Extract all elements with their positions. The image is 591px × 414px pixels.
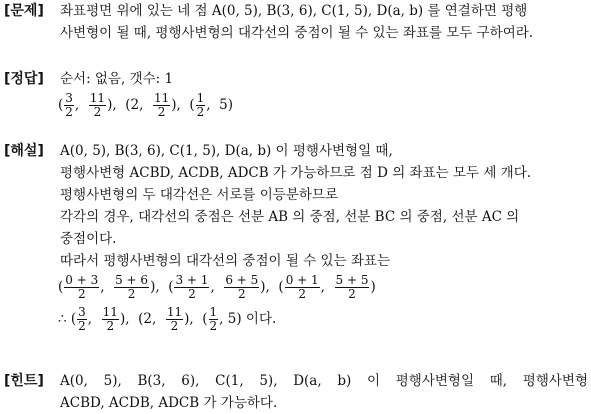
frac: $\frac{3}{2}$ (65, 91, 73, 119)
problem-tag: [문제] (4, 3, 44, 19)
hint-tag: [힌트] (4, 373, 44, 389)
frac: $\frac{5 + 6}{2}$ (115, 273, 149, 301)
answer-points: ( $\frac{3}{2}$ , $\frac{11}{2}$ ), (2, $\frac{11}{2}$ ), ( $\frac{1}{2}$ , 5) (58, 91, 234, 119)
frac: $\frac{5 + 5}{2}$ (335, 273, 369, 301)
frac: $\frac{11}{2}$ (89, 91, 106, 119)
answer-line-1: 순서: 없음, 갯수: 1 (60, 71, 174, 87)
explanation-line-3: 평행사변형의 두 대각선은 서로를 이등분하므로 (60, 187, 338, 203)
hint-line-1: A(0, 5), B(3, 6), C(1, 5), D(a, b) 이 평행사변형일 때, 평행사변형 (60, 373, 588, 389)
explanation-line-4: 각각의 경우, 대각선의 중점은 선분 AB 의 중점, 선분 BC 의 중점, 선분 AC 의 (60, 209, 520, 225)
explanation-line-1: A(0, 5), B(3, 6), C(1, 5), D(a, b) 이 평행사변형일 때, (60, 143, 393, 159)
frac: $\frac{3 + 1}{2}$ (175, 273, 209, 301)
frac: $\frac{6 + 5}{2}$ (225, 273, 259, 301)
midpoint-expressions: ( $\frac{0 + 3}{2}$ , $\frac{5 + 6}{2}$ ), ( $\frac{3 + 1}{2}$ , $\frac{6 + 5}{2}$ ), ( $\frac{0 + 1}{2}$ , $\frac{5 + 5}{2}$ ) (58, 273, 376, 301)
frac: $\frac{11}{2}$ (166, 305, 183, 333)
therefore-symbol: ∴ (58, 311, 67, 327)
explanation-line-5: 중점이다. (60, 231, 117, 247)
frac: $\frac{1}{2}$ (209, 305, 218, 333)
hint-line-2: ACBD, ACDB, ADCB 가 가능하다. (60, 395, 278, 411)
final-result: ∴ ( $\frac{3}{2}$ , $\frac{11}{2}$ ), (2, $\frac{11}{2}$ ), ( $\frac{1}{2}$ , 5) 이다. (58, 305, 277, 333)
frac: $\frac{0 + 1}{2}$ (285, 273, 319, 301)
frac: $\frac{11}{2}$ (153, 91, 170, 119)
final-tail: , 5) 이다. (219, 311, 277, 327)
problem-line-2: 사변형이 될 때, 평행사변형의 대각선의 중점이 될 수 있는 좌표를 모두 구하여라. (60, 25, 534, 41)
frac: $\frac{1}{2}$ (196, 91, 205, 119)
explanation-tag: [해설] (4, 143, 44, 159)
frac: $\frac{0 + 3}{2}$ (65, 273, 99, 301)
explanation-line-6: 따라서 평행사변형의 대각선의 중점이 될 수 있는 좌표는 (60, 253, 390, 269)
explanation-line-2: 평행사변형 ACBD, ACDB, ADCB 가 가능하므로 점 D 의 좌표는 모두 세 개다. (60, 165, 532, 181)
problem-line-1: 좌표평면 위에 있는 네 점 A(0, 5), B(3, 6), C(1, 5), D(a, b) 를 연결하면 평행 (60, 3, 528, 19)
answer-tag: [정답] (4, 71, 44, 87)
frac: $\frac{3}{2}$ (78, 305, 86, 333)
frac: $\frac{11}{2}$ (102, 305, 118, 333)
